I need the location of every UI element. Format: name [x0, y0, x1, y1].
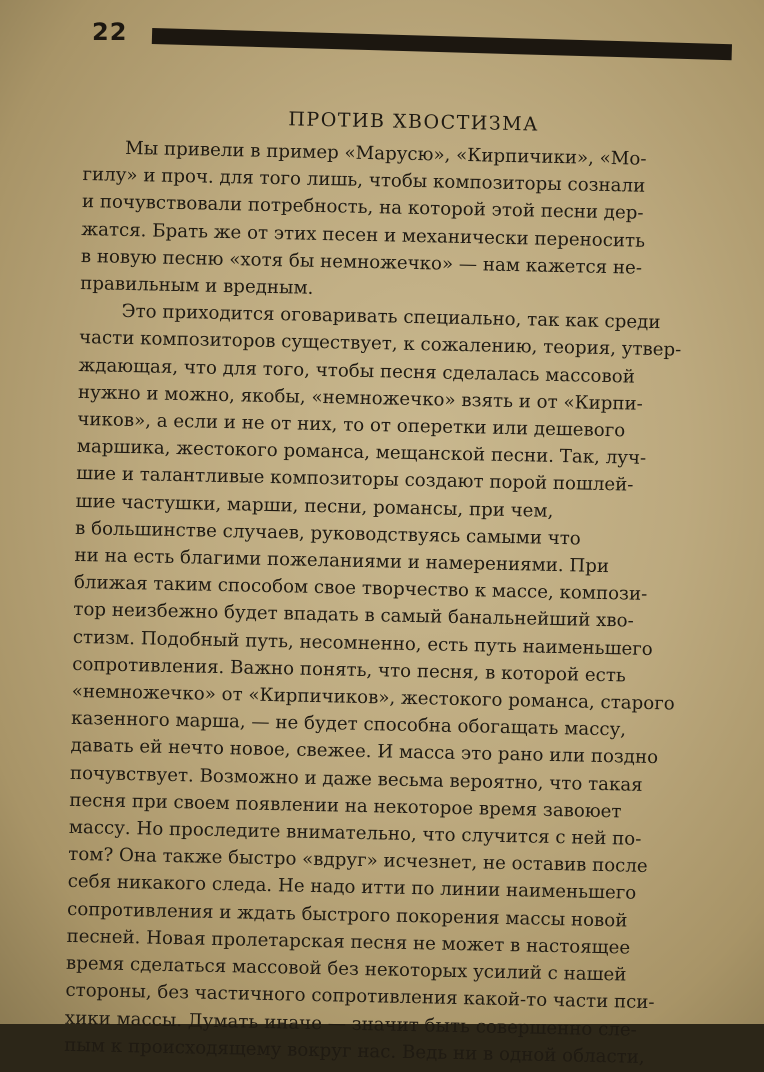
text-line: стизм. Подобный путь, несомненно, есть путь наименьшего: [72, 626, 653, 660]
text-line: песней. Новая пролетарская песня не может в настоящее: [66, 925, 631, 959]
text-line: массу. Но проследите внимательно, что случится с ней по-: [68, 816, 642, 850]
header-rule: [152, 28, 732, 60]
section-title: ПРОТИВ ХВОСТИЗМА: [288, 108, 540, 136]
text-line: Мы привели в пример «Марусю», «Кирпичики», «Мо-: [124, 137, 647, 170]
text-line: шие частушки, марши, песни, романсы, при чем,: [75, 490, 554, 522]
text-line: части композиторов существует, к сожалению, теория, утвер-: [78, 327, 682, 361]
text-line: песня при своем появлении на некоторое время завоюет: [69, 789, 622, 823]
text-line: давать ей нечто новое, свежее. И масса это рано или поздно: [70, 735, 659, 769]
text-line: сопротивления. Важно понять, что песня, в которой есть: [72, 653, 627, 687]
text-line: ни на есть благими пожеланиями и намерениями. При: [74, 544, 610, 578]
text-line: чиков», а если и не от них, то от оперетки или дешевого: [77, 408, 626, 442]
text-line: хики массы. Думать иначе — значит быть совершенно сле-: [64, 1007, 637, 1041]
text-line: «немножечко» от «Кирпичиков», жестокого романса, старого: [71, 680, 675, 715]
text-line: себя никакого следа. Не надо итти по линии наименьшего: [67, 871, 637, 905]
text-block: [64, 104, 724, 1072]
text-line: том? Она также быстро «вдруг» исчезнет, не оставив после: [68, 844, 648, 878]
text-line: сопротивления и ждать быстрого покорения массы новой: [66, 898, 628, 932]
text-line: жатся. Брать же от этих песен и механически переносить: [81, 218, 646, 252]
body-text: [64, 134, 723, 1072]
text-line: шие и талантливые композиторы создают порой пошлей-: [76, 463, 634, 497]
text-line: пым к происходящему вокруг нас. Ведь ни в одной области,: [64, 1034, 645, 1068]
text-line: казенного марша, — не будет способна обогащать массу,: [70, 708, 627, 741]
page-number: 22: [92, 18, 128, 46]
text-line: в большинстве случаев, руководствуясь самыми что: [74, 517, 581, 550]
text-line: стороны, без частичного сопротивления какой-то части пси-: [65, 980, 655, 1014]
text-line: гилу» и проч. для того лишь, чтобы композиторы сознали: [82, 164, 646, 197]
text-line: время сделаться массовой без некоторых усилий с нашей: [65, 952, 627, 986]
text-line: правильным и вредным.: [80, 272, 314, 299]
text-line: в новую песню «хотя бы немножечко» — нам кажется не-: [80, 245, 643, 279]
text-line: Это приходится оговаривать специально, так как среди: [121, 301, 661, 334]
text-line: почувствует. Возможно и даже весьма вероятно, что такая: [69, 762, 643, 796]
text-line: ближая таким способом свое творчество к массе, компози-: [73, 572, 648, 606]
text-line: ждающая, что для того, чтобы песня сделалась массовой: [78, 354, 636, 388]
text-line: и почувствовали потребность, на которой этой песни дер-: [81, 191, 644, 225]
text-line: тор неизбежно будет впадать в самый банальнейший хво-: [73, 599, 634, 633]
text-line: маршика, жестокого романса, мещанской песни. Так, луч-: [76, 436, 647, 470]
text-line: нужно и можно, якобы, «немножечко» взять и от «Кирпи-: [77, 381, 644, 415]
